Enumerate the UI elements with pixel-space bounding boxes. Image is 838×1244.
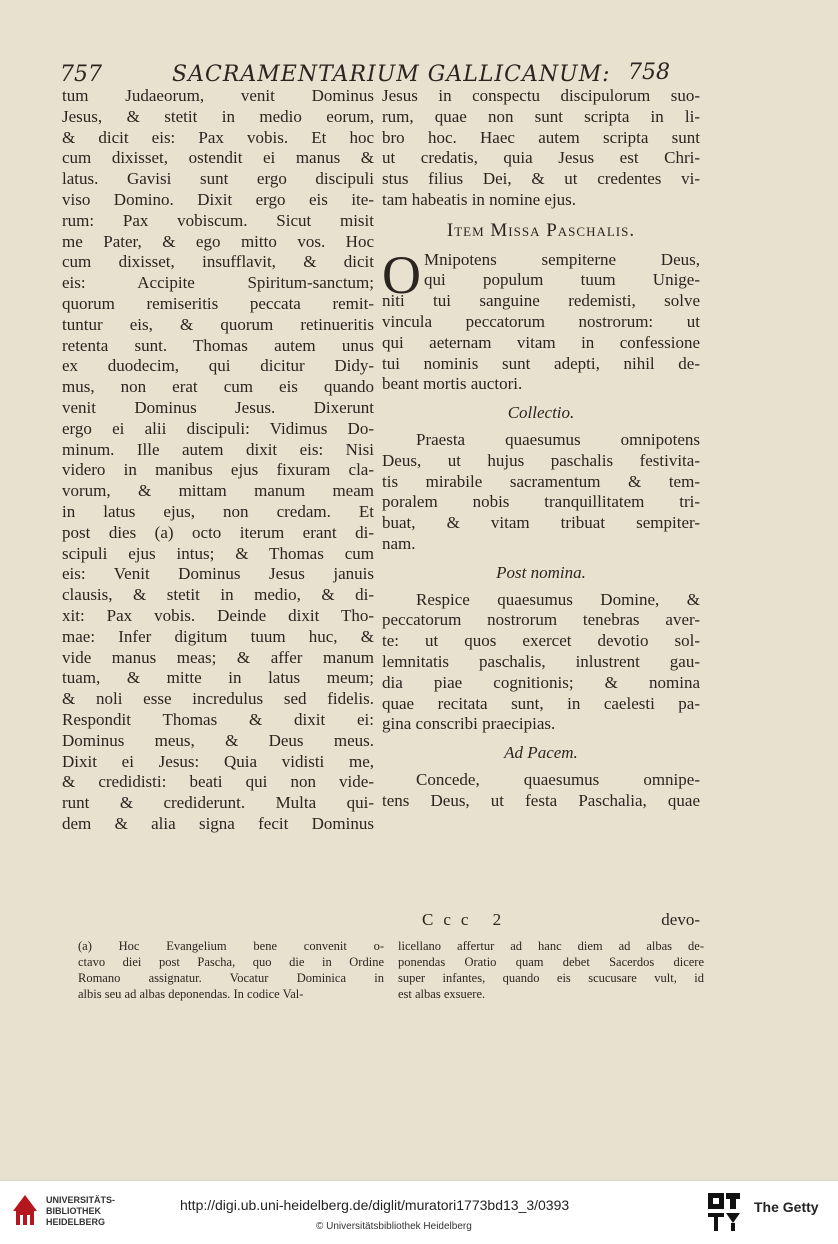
intro-line: tam habeatis in nomine ejus. [382,189,577,209]
prayer-line: vincula peccatorum nostrorum: ut [382,311,700,331]
left-column-line: venit Dominus Jesus. Dixerunt [62,397,374,417]
left-column-line: & dicit eis: Pax vobis. Et hoc [62,127,374,147]
running-title: SACRAMENTARIUM GALLICANUM: [172,62,611,87]
intro-line: Jesus in conspectu discipulorum suo- [382,86,700,105]
signature-mark: Ccc 2 [422,910,512,929]
left-column-line: tum Judaeorum, venit Dominus [62,86,374,105]
left-column-line: runt & crediderunt. Multa qui- [62,793,374,813]
left-column-line: videro in manibus ejus fixuram cla- [62,460,374,480]
left-column-line: dem & alia signa fecit Dominus [62,813,374,833]
prayer-line: qui aeternam vitam in confessione [382,332,700,352]
left-column-line: mus, non erat cum eis quando [62,377,374,397]
ad-pacem-line: tens Deus, ut festa Paschalia, quae [382,790,700,810]
footnote-line: albis seu ad albas deponendas. In codice Val- [78,987,304,1001]
post-nomina-line: quae recitata sunt, in caelesti pa- [382,693,700,713]
left-column-line: tuntur eis, & quorum retinueritis [62,314,374,334]
left-column-line: ex duodecim, qui dicitur Didy- [62,356,374,376]
left-column-line: retenta sunt. Thomas autem unus [62,335,374,355]
left-column-line: post dies (a) octo iterum erant di- [62,522,374,542]
post-nomina-line: Respice quaesumus Domine, & [416,589,700,609]
left-column-line: me Pater, & ego mitto vos. Hoc [62,231,374,251]
collectio-line: buat, & vitam tribuat sempiter- [382,513,700,533]
library-name[interactable] [46,1195,115,1228]
page-number-left: 757 [60,62,102,87]
drop-capital: O [382,244,421,305]
collectio-line: nam. [382,533,416,553]
left-column-line: in latus ejus, non credam. Et [62,501,374,521]
intro-line: rum, quae non sunt scripta in li- [382,106,700,126]
ad-pacem-line: Concede, quaesumus omnipe- [416,769,700,789]
footnote-line: est albas exsuere. [398,987,486,1001]
left-column-line: quorum remiseritis peccata remit- [62,293,374,313]
collectio-title: Collectio. [507,403,575,423]
collectio-line: Praesta quaesumus omnipotens [416,429,700,449]
right-text-column [382,86,700,812]
left-column-line: vide manus meas; & affer manum [62,647,374,667]
intro-line: stus filius Dei, & ut credentes vi- [382,169,700,189]
page-number-right: 758 [628,60,670,85]
footnote-line: super infantes, quando eis scucusare vult, id [398,971,704,985]
prayer-line: qui populum tuum Unige- [424,270,700,290]
viewer-footer [0,1180,838,1244]
post-nomina-line: peccatorum nostrorum tenebras aver- [382,610,700,630]
post-nomina-line: gina conscribi praecipias. [382,714,556,734]
footnote-left [78,938,384,1002]
post-nomina-line: lemnitatis paschalis, inlustrent gau- [382,651,700,671]
footnote-right [398,938,704,1002]
prayer-line: Mnipotens sempiterne Deus, [424,249,700,269]
left-column-line: rum: Pax vobiscum. Sicut misit [62,210,374,230]
left-column-line: mae: Infer digitum tuum huc, & [62,626,374,646]
getty-label[interactable]: The Getty [754,1199,819,1215]
library-name-line3: HEIDELBERG [46,1217,106,1227]
left-column-line: minum. Ille autem dixit eis: Nisi [62,439,374,459]
left-column-line: xit: Pax vobis. Deinde dixit Tho- [62,605,374,625]
left-column-line: Respondit Thomas & dixit ei: [62,709,374,729]
footnote-line: ponendas Oratio quam debet Sacerdos dicere [398,955,704,969]
left-column-line: ergo ei alii discipuli: Vidimus Do- [62,418,374,438]
left-column-line: & noli esse incredulus sed fidelis. [62,689,374,709]
intro-line: ut credatis, quia Jesus est Chri- [382,148,700,168]
left-column-line: latus. Gavisi sunt ergo discipuli [62,169,374,189]
post-nomina-line: dia piae cognitionis; & nomina [382,672,700,692]
footnote-line: licellano affertur ad hanc diem ad albas de- [398,939,704,953]
left-column-line: Dixit ei Jesus: Quia vidisti me, [62,751,374,771]
library-name-line1: UNIVERSITÄTS- [46,1195,116,1205]
left-column-line: viso Domino. Dixit ergo eis ite- [62,189,374,209]
left-column-line: cum dixisset, ostendit ei manus & [62,148,374,168]
left-text-column [62,86,374,835]
left-column-line: cum dixisset, insufflavit, & dicit [62,252,374,272]
library-name-line2: BIBLIOTHEK [46,1206,101,1216]
left-column-line: clausis, & stetit in medio, & di- [62,585,374,605]
post-nomina-line: te: ut quos exercet devotio sol- [382,631,700,651]
catchword: devo- [661,910,700,929]
left-column-line: eis: Venit Dominus Jesus januis [62,564,374,584]
footnote-line: Romano assignatur. Vocatur Dominica in [78,971,384,985]
collectio-line: poralem nobis tranquillitatem tri- [382,492,700,512]
intro-line: bro hoc. Haec autem scripta sunt [382,127,700,147]
left-column-line: scipuli ejus intus; & Thomas cum [62,543,374,563]
collectio-line: tis mirabile sacramentum & tem- [382,471,700,491]
prayer-line: tui nominis sunt adepti, nihil de- [382,353,700,373]
running-header [60,58,670,88]
prayer-line: beant mortis auctori. [382,374,523,394]
mass-heading: Item Missa Paschalis. [446,219,636,241]
post-nomina-title: Post nomina. [496,562,586,582]
left-column-line: Dominus meus, & Deus meus. [62,730,374,750]
prayer-line: niti tui sanguine redemisti, solve [382,291,700,311]
ad-pacem-title: Ad Pacem. [504,743,578,763]
copyright-notice: © Universitätsbibliothek Heidelberg [316,1221,472,1232]
footnote-line: ctavo diei post Pascha, quo die in Ordine [78,955,384,969]
permalink-url[interactable]: http://digi.ub.uni-heidelberg.de/diglit/muratori1773bd13_3/0393 [180,1197,570,1213]
left-column-line: vorum, & mittam manum meam [62,481,374,501]
left-column-line: Jesus, & stetit in medio eorum, [62,106,374,126]
collectio-line: Deus, ut hujus paschalis festivita- [382,450,700,470]
university-library-logo-icon [10,1191,40,1229]
footnote-line: (a) Hoc Evangelium bene convenit o- [78,939,384,953]
left-column-line: tuam, & mitte in latus meum; [62,668,374,688]
getty-logo-icon[interactable] [704,1189,744,1235]
left-column-line: eis: Accipite Spiritum-sanctum; [62,273,374,293]
left-column-line: & credidisti: beati qui non vide- [62,772,374,792]
prayer-omnipotens [382,244,700,396]
